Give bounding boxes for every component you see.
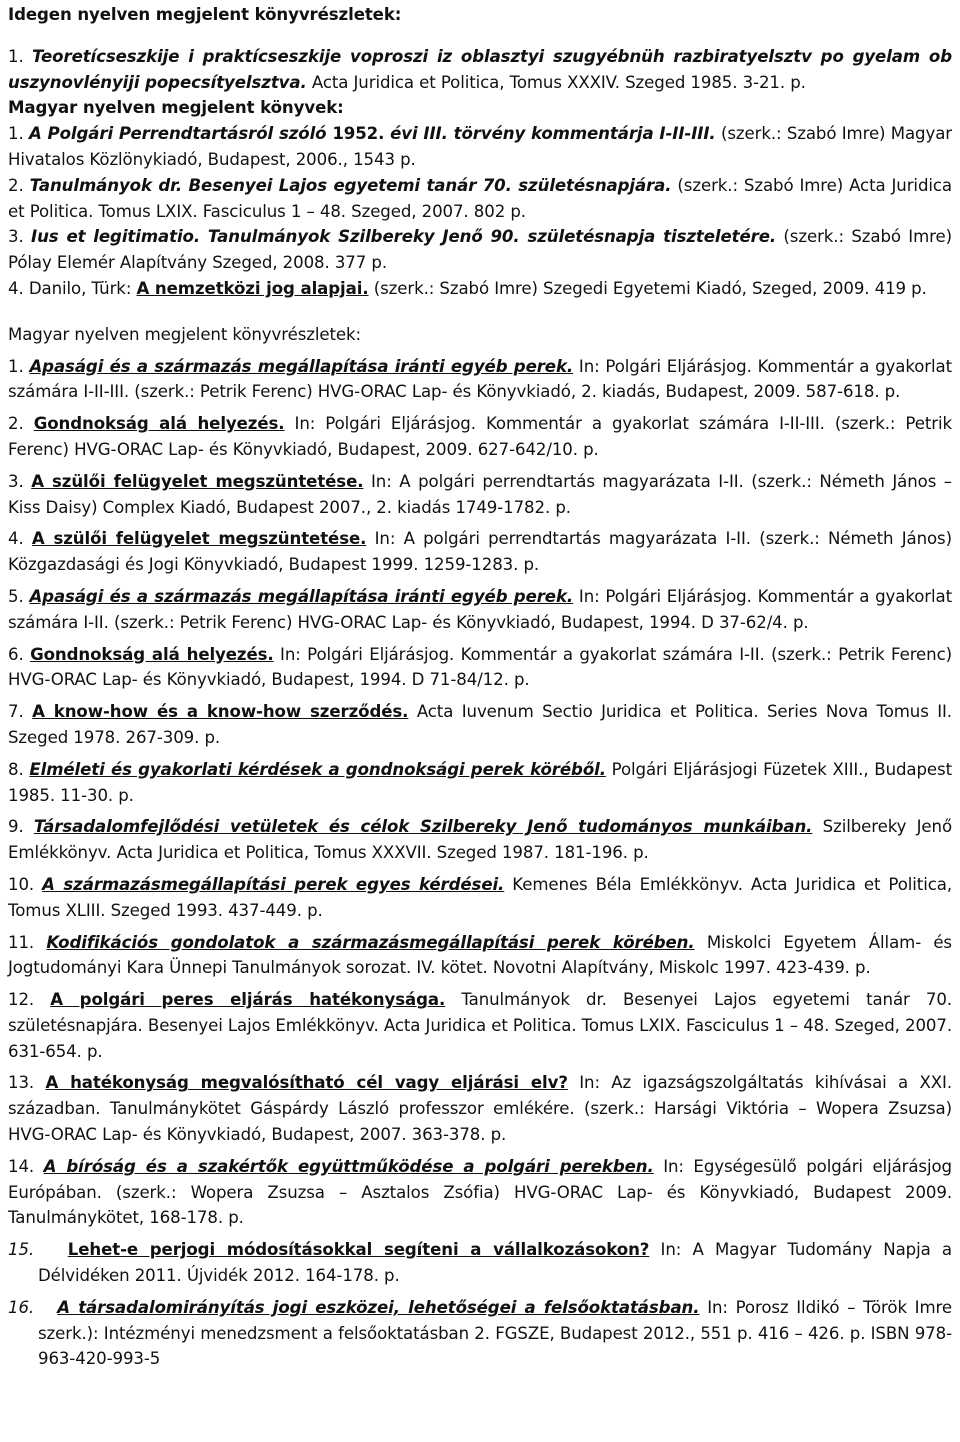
item-number: 13. — [8, 1073, 35, 1093]
item-number: 16. — [8, 1297, 35, 1317]
item-title: A szülői felügyelet megszüntetése. — [31, 471, 364, 491]
item-citation: Kemenes Béla Emlékkönyv. Acta Juridica et Politica, Tomus XLIII. Szeged 1993. 437-449. p. — [8, 874, 952, 920]
item-title: A bíróság és a szakértők együttműködése a polgári perekben. — [43, 1156, 654, 1176]
list-item — [8, 224, 952, 276]
list-item — [8, 121, 952, 173]
item-title: Tanulmányok dr. Besenyei Lajos egyetemi tanár 70. születésnapjára. — [29, 175, 672, 195]
item-title: Teoretícseszkije i praktícseszkije voproszi iz oblasztyi szugyébnüh razbiratyelsztv po gyelam ob uszynovlényiji popecsítyelsztva. — [8, 46, 952, 92]
item-number: 2. — [8, 414, 24, 434]
item-number: 9. — [8, 817, 24, 837]
item-number: 2. — [8, 175, 24, 195]
item-citation: In: A Magyar Tudomány Napja a Délvidéken 2011. Újvidék 2012. 164-178. p. — [38, 1240, 952, 1286]
section-heading-foreign-chapters: Idegen nyelven megjelent könyvrészletek: — [8, 5, 402, 24]
item-title: Ius et legitimatio. Tanulmányok Szilbereky Jenő 90. születésnapja tiszteletére. — [31, 227, 777, 247]
item-citation: In: Polgári Eljárásjog. Kommentár a gyakorlat számára I-II. (szerk.: Petrik Ferenc) HVG-ORAC Lap- és Könyvkiadó, Budapest, 1994. D 37-62/4. p. — [8, 586, 952, 632]
item-citation: In: Az igazságszolgáltatás kihívásai a XXI. században. Tanulmánykötet Gáspárdy László professzor emlékére. (szerk.: Harsági Viktória – Wopera Zsuzsa) HVG-ORAC Lap- és Könyvkiadó, Budapest, 2007. 363-378. p. — [8, 1073, 952, 1145]
item-number: 11. — [8, 932, 35, 952]
item-title: A szülői felügyelet megszüntetése. — [31, 529, 367, 549]
item-title: Társadalomfejlődési vetületek és célok Szilbereky Jenő tudományos munkáiban. — [33, 817, 813, 837]
item-number: 15. — [8, 1240, 35, 1260]
list-item — [8, 1070, 952, 1147]
spacer — [8, 28, 952, 44]
section-heading-chapters: Magyar nyelven megjelent könyvrészletek: — [8, 324, 362, 344]
list-item — [8, 584, 952, 636]
item-number: 4. — [8, 529, 24, 549]
item-title: Apasági és a származás megállapítása iránti egyéb perek. — [29, 586, 574, 606]
item-number: 3. — [8, 227, 24, 247]
item-citation: Acta Iuvenum Sectio Juridica et Politica. Series Nova Tomus II. Szeged 1978. 267-309. p. — [8, 702, 952, 747]
item-citation: (szerk.: Szabó Imre) Pólay Elemér Alapítvány Szeged, 2008. 377 p. — [8, 227, 952, 273]
item-number: 3. — [8, 471, 24, 491]
list-item — [8, 987, 952, 1064]
list-item — [8, 1295, 952, 1372]
item-number: 4. — [8, 278, 24, 298]
item-number: 10. — [8, 874, 35, 894]
list-item — [8, 1154, 952, 1231]
list-item — [8, 757, 952, 809]
chapters-list — [8, 354, 952, 1373]
list-item — [8, 276, 952, 302]
list-item — [8, 872, 952, 924]
item-citation: In: Polgári Eljárásjog. Kommentár a gyakorlat számára I-II-III. (szerk.: Petrik Ferenc) HVG-ORAC Lap- és Könyvkiadó, 2. kiadás, Budapest, 2009. 587-618. p. — [8, 356, 952, 402]
list-item — [8, 354, 952, 406]
section-heading-books: Magyar nyelven megjelent könyvek: — [8, 98, 344, 118]
list-item — [8, 930, 952, 982]
item-number: 7. — [8, 702, 24, 722]
spacer — [8, 302, 952, 322]
list-item — [8, 1237, 952, 1289]
item-title: Elméleti és gyakorlati kérdések a gondnoksági perek köréből. — [29, 759, 606, 779]
item-citation: In: Egységesülő polgári eljárásjog Európában. (szerk.: Wopera Zsuzsa – Asztalos Zsófia) HVG-ORAC Lap- és Könyvkiadó, Budapest 2009. Tanulmánykötet, 168-178. p. — [8, 1156, 952, 1228]
list-item — [8, 469, 952, 521]
item-number: 14. — [8, 1156, 35, 1176]
item-citation: In: A polgári perrendtartás magyarázata I-II. (szerk.: Németh János – Kiss Daisy) Complex Kiadó, Budapest 2007., 2. kiadás 1749-1782. p. — [8, 471, 952, 517]
item-title: A származásmegállapítási perek egyes kérdései. — [42, 874, 505, 894]
item-title: Gondnokság alá helyezés. — [33, 414, 285, 434]
item-citation: In: Polgári Eljárásjog. Kommentár a gyakorlat számára I-II-III. (szerk.: Petrik Ferenc) HVG-ORAC Lap- és Könyvkiadó, Budapest, 2009. 627-642/10. p. — [8, 414, 952, 459]
list-item — [8, 173, 952, 225]
books-list — [8, 121, 952, 302]
item-number: 6. — [8, 644, 24, 664]
item-title: Apasági és a származás megállapítása iránti egyéb perek. — [29, 356, 574, 376]
item-title: 1952. — [332, 124, 391, 144]
item-title: Kodifikációs gondolatok a származásmegállapítási perek körében. — [46, 932, 695, 952]
list-item — [8, 526, 952, 578]
list-item — [8, 411, 952, 463]
list-item — [8, 44, 952, 96]
item-citation: Polgári Eljárásjogi Füzetek XIII., Budapest 1985. 11-30. p. — [8, 759, 952, 805]
item-number: 1. — [8, 46, 32, 66]
item-citation: Acta Juridica et Politica, Tomus XXXIV. Szeged 1985. 3-21. p. — [306, 72, 806, 92]
item-title: Lehet-e perjogi módosításokkal segíteni a vállalkozásokon? — [67, 1240, 650, 1260]
item-title: évi III. törvény kommentárja I-II-III. — [390, 124, 716, 144]
item-citation: Miskolci Egyetem Állam- és Jogtudományi Kara Ünnepi Tanulmányok sorozat. IV. kötet. Novotni Alapítvány, Miskolc 1997. 423-439. p. — [8, 932, 952, 978]
item-citation: In: A polgári perrendtartás magyarázata I-II. (szerk.: Németh János) Közgazdasági és Jogi Könyvkiadó, Budapest 1999. 1259-1283. p. — [8, 529, 952, 575]
foreign-chapters-list — [8, 44, 952, 96]
item-number: 1. — [8, 356, 24, 376]
item-citation: Danilo, Türk: — [28, 278, 137, 298]
item-citation: In: Porosz Ildikó – Török Imre szerk.): Intézményi menedzsment a felsőoktatásban 2. FGSZE, Budapest 2012., 551 p. 416 – 426. p. ISBN 978-963-420-993-5 — [38, 1297, 952, 1369]
item-number: 1. — [8, 124, 24, 144]
item-title: A Polgári Perrendtartásról szóló — [28, 124, 333, 144]
item-citation: Tanulmányok dr. Besenyei Lajos egyetemi tanár 70. születésnapjára. Besenyei Lajos Emlékkönyv. Acta Juridica et Politica. Tomus LXIX. Fasciculus 1 – 48. Szeged, 2007. 631-654. p. — [8, 990, 953, 1061]
item-citation: (szerk.: Szabó Imre) Acta Juridica et Politica. Tomus LXIX. Fasciculus 1 – 48. Szeged, 2007. 802 p. — [8, 175, 952, 221]
item-title: A nemzetközi jog alapjai. — [136, 278, 369, 298]
list-item — [8, 814, 952, 866]
item-title: A társadalomirányítás jogi eszközei, lehetőségei a felsőoktatásban. — [57, 1297, 700, 1317]
item-citation: (szerk.: Szabó Imre) Szegedi Egyetemi Kiadó, Szeged, 2009. 419 p. — [368, 278, 927, 298]
item-number: 8. — [8, 759, 24, 779]
item-title: A know-how és a know-how szerződés. — [32, 702, 409, 722]
item-number: 5. — [8, 586, 24, 606]
item-number: 12. — [8, 990, 35, 1010]
list-item — [8, 642, 952, 694]
item-title: A polgári peres eljárás hatékonysága. — [50, 990, 446, 1010]
item-citation: Szilbereky Jenő Emlékkönyv. Acta Juridica et Politica, Tomus XXXVII. Szeged 1987. 181-196. p. — [8, 817, 952, 863]
item-citation: (szerk.: Szabó Imre) Magyar Hivatalos Közlönykiadó, Budapest, 2006., 1543 p. — [8, 124, 952, 169]
item-title: Gondnokság alá helyezés. — [30, 644, 274, 664]
item-title: A hatékonyság megvalósítható cél vagy eljárási elv? — [45, 1073, 568, 1093]
item-citation: In: Polgári Eljárásjog. Kommentár a gyakorlat számára I-II. (szerk.: Petrik Ferenc) HVG-ORAC Lap- és Könyvkiadó, Budapest, 1994. D 71-84/12. p. — [8, 644, 952, 690]
list-item — [8, 699, 952, 751]
